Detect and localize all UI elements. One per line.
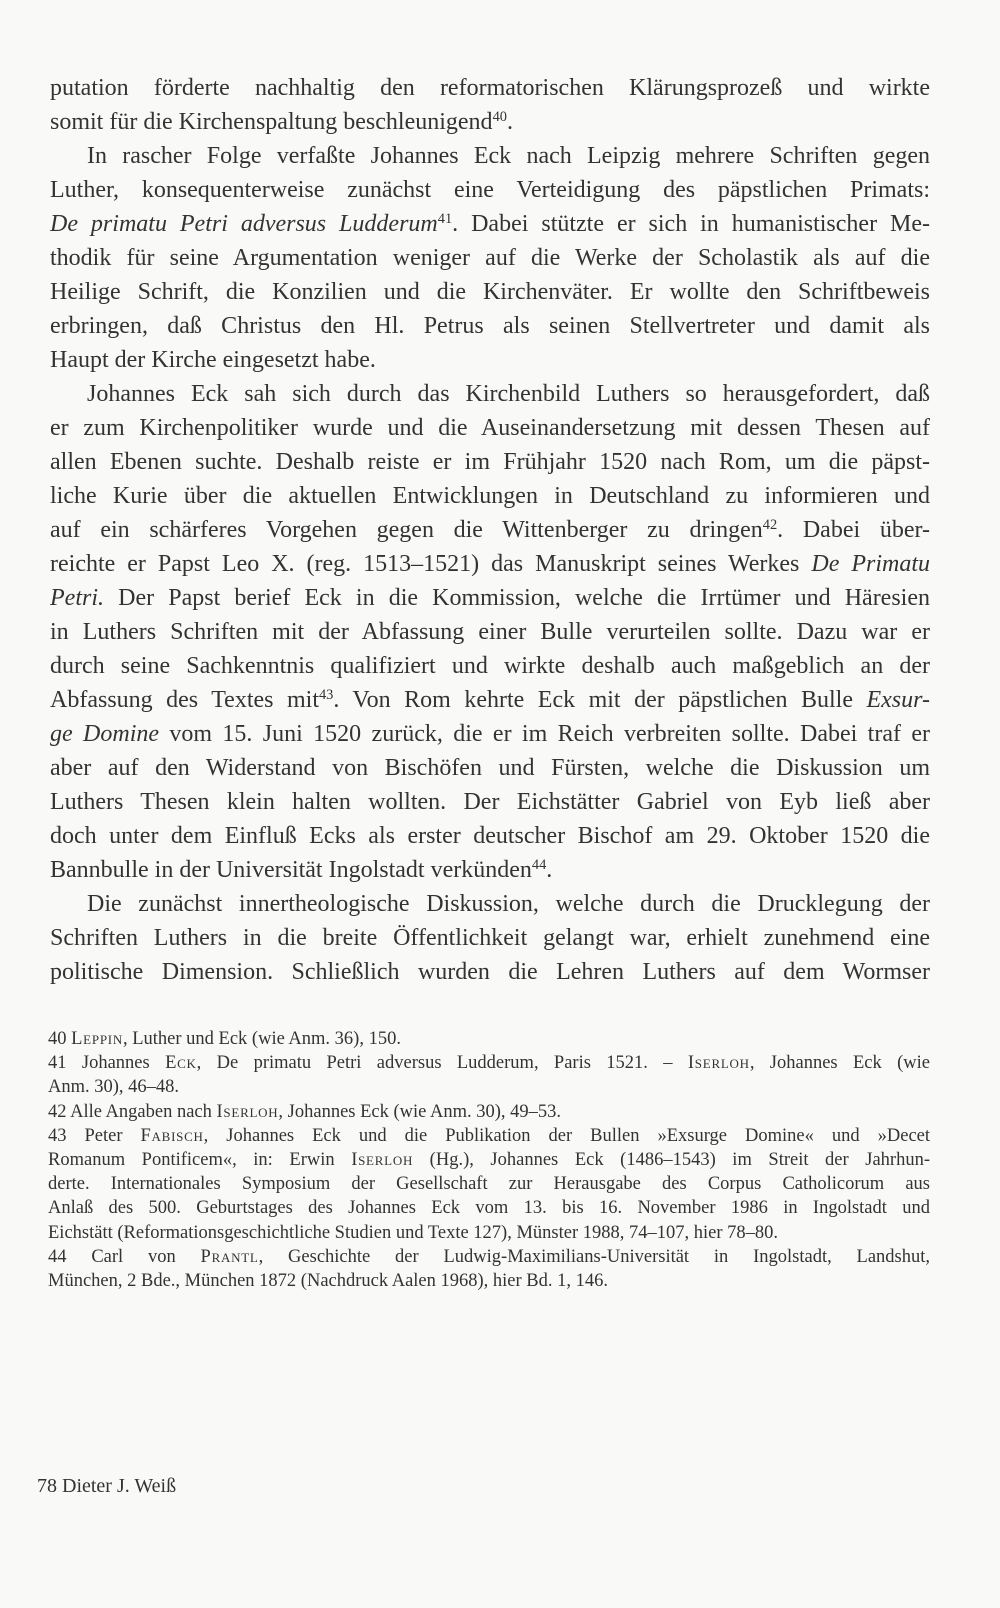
- body-line: [50, 445, 930, 479]
- body-line: [50, 955, 930, 989]
- italic-title: De primatu Petri adversus Ludderum: [50, 211, 438, 237]
- text-run: 44 Carl von: [48, 1246, 201, 1267]
- footnote-ref: 40: [492, 109, 507, 126]
- text-run: . Dabei über-: [777, 517, 930, 543]
- text-run: erbringen, daß Christus den Hl. Petrus als seinen Stellvertreter und damit als: [50, 313, 930, 339]
- footnote-line: [48, 1196, 930, 1220]
- body-line: [50, 853, 930, 887]
- page-footer: [37, 1472, 176, 1500]
- body-line: [50, 887, 930, 921]
- text-run: 42 Alle Angaben nach: [48, 1101, 217, 1122]
- text-run: Eichstätt (Reformationsgeschichtliche Studien und Texte 127), Münster 1988, 74–107, hier 78–80.: [48, 1222, 779, 1243]
- body-line: [50, 241, 930, 275]
- body-line: [50, 649, 930, 683]
- text-run: liche Kurie über die aktuellen Entwicklungen in Deutschland zu informieren und: [50, 483, 930, 509]
- body-line: [50, 819, 930, 853]
- running-author: Dieter J. Weiß: [62, 1475, 177, 1497]
- text-run: Romanum Pontificem«, in: Erwin: [48, 1150, 352, 1171]
- footnote-line: [48, 1051, 930, 1075]
- body-line: [50, 411, 930, 445]
- text-run: München, 2 Bde., München 1872 (Nachdruck Aalen 1968), hier Bd. 1, 146.: [48, 1271, 609, 1292]
- text-run: . Dabei stützte er sich in humanistischer Me-: [452, 211, 930, 237]
- italic-title: Petri.: [50, 585, 104, 611]
- body-line: [50, 343, 930, 377]
- text-run: Anm. 30), 46–48.: [48, 1077, 180, 1098]
- footnote-line: [48, 1027, 930, 1051]
- body-line: [50, 717, 930, 751]
- text-run: In rascher Folge verfaßte Johannes Eck nach Leipzig mehrere Schriften gegen: [87, 143, 930, 169]
- author-name: Leppin: [71, 1029, 123, 1049]
- body-line: [50, 309, 930, 343]
- text-run: in Luthers Schriften mit der Abfassung einer Bulle verurteilen sollte. Dazu war er: [50, 619, 930, 645]
- text-run: putation förderte nachhaltig den reformatorischen Klärungsprozeß und wirkte: [50, 75, 930, 101]
- body-line: [50, 479, 930, 513]
- text-run: Schriften Luthers in die breite Öffentlichkeit gelangt war, erhielt zunehmend eine: [50, 925, 930, 951]
- text-run: .: [506, 109, 513, 135]
- body-line: [50, 173, 930, 207]
- body-line: [50, 377, 930, 411]
- author-name: Iserloh: [351, 1150, 414, 1171]
- author-name: Prantl: [200, 1246, 259, 1267]
- footnote-ref: 41: [437, 211, 453, 228]
- text-run: , Johannes Eck (wie: [749, 1053, 930, 1074]
- footnote-line: [48, 1075, 930, 1099]
- text-run: politische Dimension. Schließlich wurden die Lehren Luthers auf dem Wormser: [50, 959, 930, 985]
- footnotes: [48, 1027, 930, 1293]
- footnote-line: [48, 1221, 930, 1245]
- text-run: somit für die Kirchenspaltung beschleunigend: [50, 109, 493, 135]
- author-name: Eck: [165, 1053, 197, 1074]
- text-run: . Von Rom kehrte Eck mit der päpstlichen Bulle: [333, 687, 867, 713]
- text-run: , Johannes Eck und die Publikation der Bullen »Exsurge Domine« und »Decet: [203, 1125, 931, 1146]
- italic-title: Exsur-: [866, 687, 930, 713]
- body-line: [50, 785, 930, 819]
- text-run: Der Papst berief Eck in die Kommission, welche die Irrtümer und Häresien: [104, 585, 930, 611]
- footnote-line: [48, 1245, 930, 1269]
- text-run: doch unter dem Einfluß Ecks als erster deutscher Bischof am 29. Oktober 1520 die: [50, 823, 930, 849]
- body-line: [50, 71, 930, 105]
- text-run: Luther, konsequenterweise zunächst eine Verteidigung des päpstlichen Primats:: [50, 177, 930, 203]
- body-line: [50, 921, 930, 955]
- text-run: 43 Peter: [48, 1125, 141, 1146]
- footnote-ref: 44: [531, 857, 547, 874]
- text-run: reichte er Papst Leo X. (reg. 1513–1521) das Manuskript seines Werkes: [50, 551, 812, 577]
- text-run: Die zunächst innertheologische Diskussion, welche durch die Drucklegung der: [87, 891, 930, 917]
- text-run: , Geschichte der Ludwig-Maximilians-Universität in Ingolstadt, Landshut,: [258, 1246, 930, 1267]
- body-line: [50, 683, 930, 717]
- text-run: Johannes Eck sah sich durch das Kirchenbild Luthers so herausgefordert, daß: [87, 381, 930, 407]
- footnote-line: [48, 1124, 930, 1148]
- text-run: 40: [48, 1029, 72, 1049]
- text-run: Luthers Thesen klein halten wollten. Der Eichstätter Gabriel von Eyb ließ aber: [50, 789, 930, 815]
- text-run: aber auf den Widerstand von Bischöfen und Fürsten, welche die Diskussion um: [50, 755, 930, 781]
- italic-title: De Primatu: [811, 551, 931, 577]
- text-run: , De primatu Petri adversus Ludderum, Paris 1521. –: [196, 1053, 688, 1074]
- footnote-line: [48, 1148, 930, 1172]
- text-run: Heilige Schrift, die Konzilien und die Kirchenväter. Er wollte den Schriftbeweis: [50, 279, 930, 305]
- text-run: er zum Kirchenpolitiker wurde und die Auseinandersetzung mit dessen Thesen auf: [50, 415, 930, 441]
- main-text: [50, 71, 930, 989]
- text-run: Bannbulle in der Universität Ingolstadt verkünden: [50, 857, 532, 883]
- body-line: [50, 105, 930, 139]
- author-name: Iserloh: [216, 1101, 279, 1122]
- page-number: 78: [37, 1475, 57, 1497]
- text-run: thodik für seine Argumentation weniger auf die Werke der Scholastik als auf die: [50, 245, 930, 271]
- text-run: .: [546, 857, 553, 883]
- text-run: , Luther und Eck (wie Anm. 36), 150.: [122, 1029, 401, 1049]
- author-name: Iserloh: [687, 1053, 750, 1074]
- text-run: 41 Johannes: [48, 1053, 166, 1074]
- body-line: [50, 513, 930, 547]
- text-run: durch seine Sachkenntnis qualifiziert und wirkte deshalb auch maßgeblich an der: [50, 653, 930, 679]
- italic-title: ge Domine: [50, 721, 160, 747]
- footnote-line: [48, 1172, 930, 1196]
- body-line: [50, 751, 930, 785]
- text-run: Haupt der Kirche eingesetzt habe.: [50, 347, 376, 373]
- body-line: [50, 581, 930, 615]
- body-line: [50, 547, 930, 581]
- text-run: auf ein schärferes Vorgehen gegen die Wittenberger zu dringen: [50, 517, 763, 543]
- footnote-line: [48, 1100, 930, 1124]
- body-line: [50, 207, 930, 241]
- text-run: Abfassung des Textes mit: [50, 687, 319, 713]
- author-name: Fabisch: [140, 1125, 204, 1146]
- text-run: , Johannes Eck (wie Anm. 30), 49–53.: [278, 1101, 562, 1122]
- text-run: (Hg.), Johannes Eck (1486–1543) im Streit der Jahrhun-: [413, 1150, 930, 1171]
- text-run: Anlaß des 500. Geburtstages des Johannes Eck vom 13. bis 16. November 1986 in Ingolstadt und: [48, 1198, 930, 1219]
- body-line: [50, 139, 930, 173]
- footnote-line: [48, 1269, 930, 1293]
- text-run: vom 15. Juni 1520 zurück, die er im Reich verbreiten sollte. Dabei traf er: [159, 721, 931, 747]
- footnote-ref: 43: [318, 687, 334, 704]
- body-line: [50, 275, 930, 309]
- text-run: allen Ebenen suchte. Deshalb reiste er im Frühjahr 1520 nach Rom, um die päpst-: [50, 449, 930, 475]
- body-line: [50, 615, 930, 649]
- footnote-ref: 42: [762, 517, 778, 534]
- text-run: derte. Internationales Symposium der Gesellschaft zur Herausgabe des Corpus Catholicorum aus: [48, 1174, 930, 1195]
